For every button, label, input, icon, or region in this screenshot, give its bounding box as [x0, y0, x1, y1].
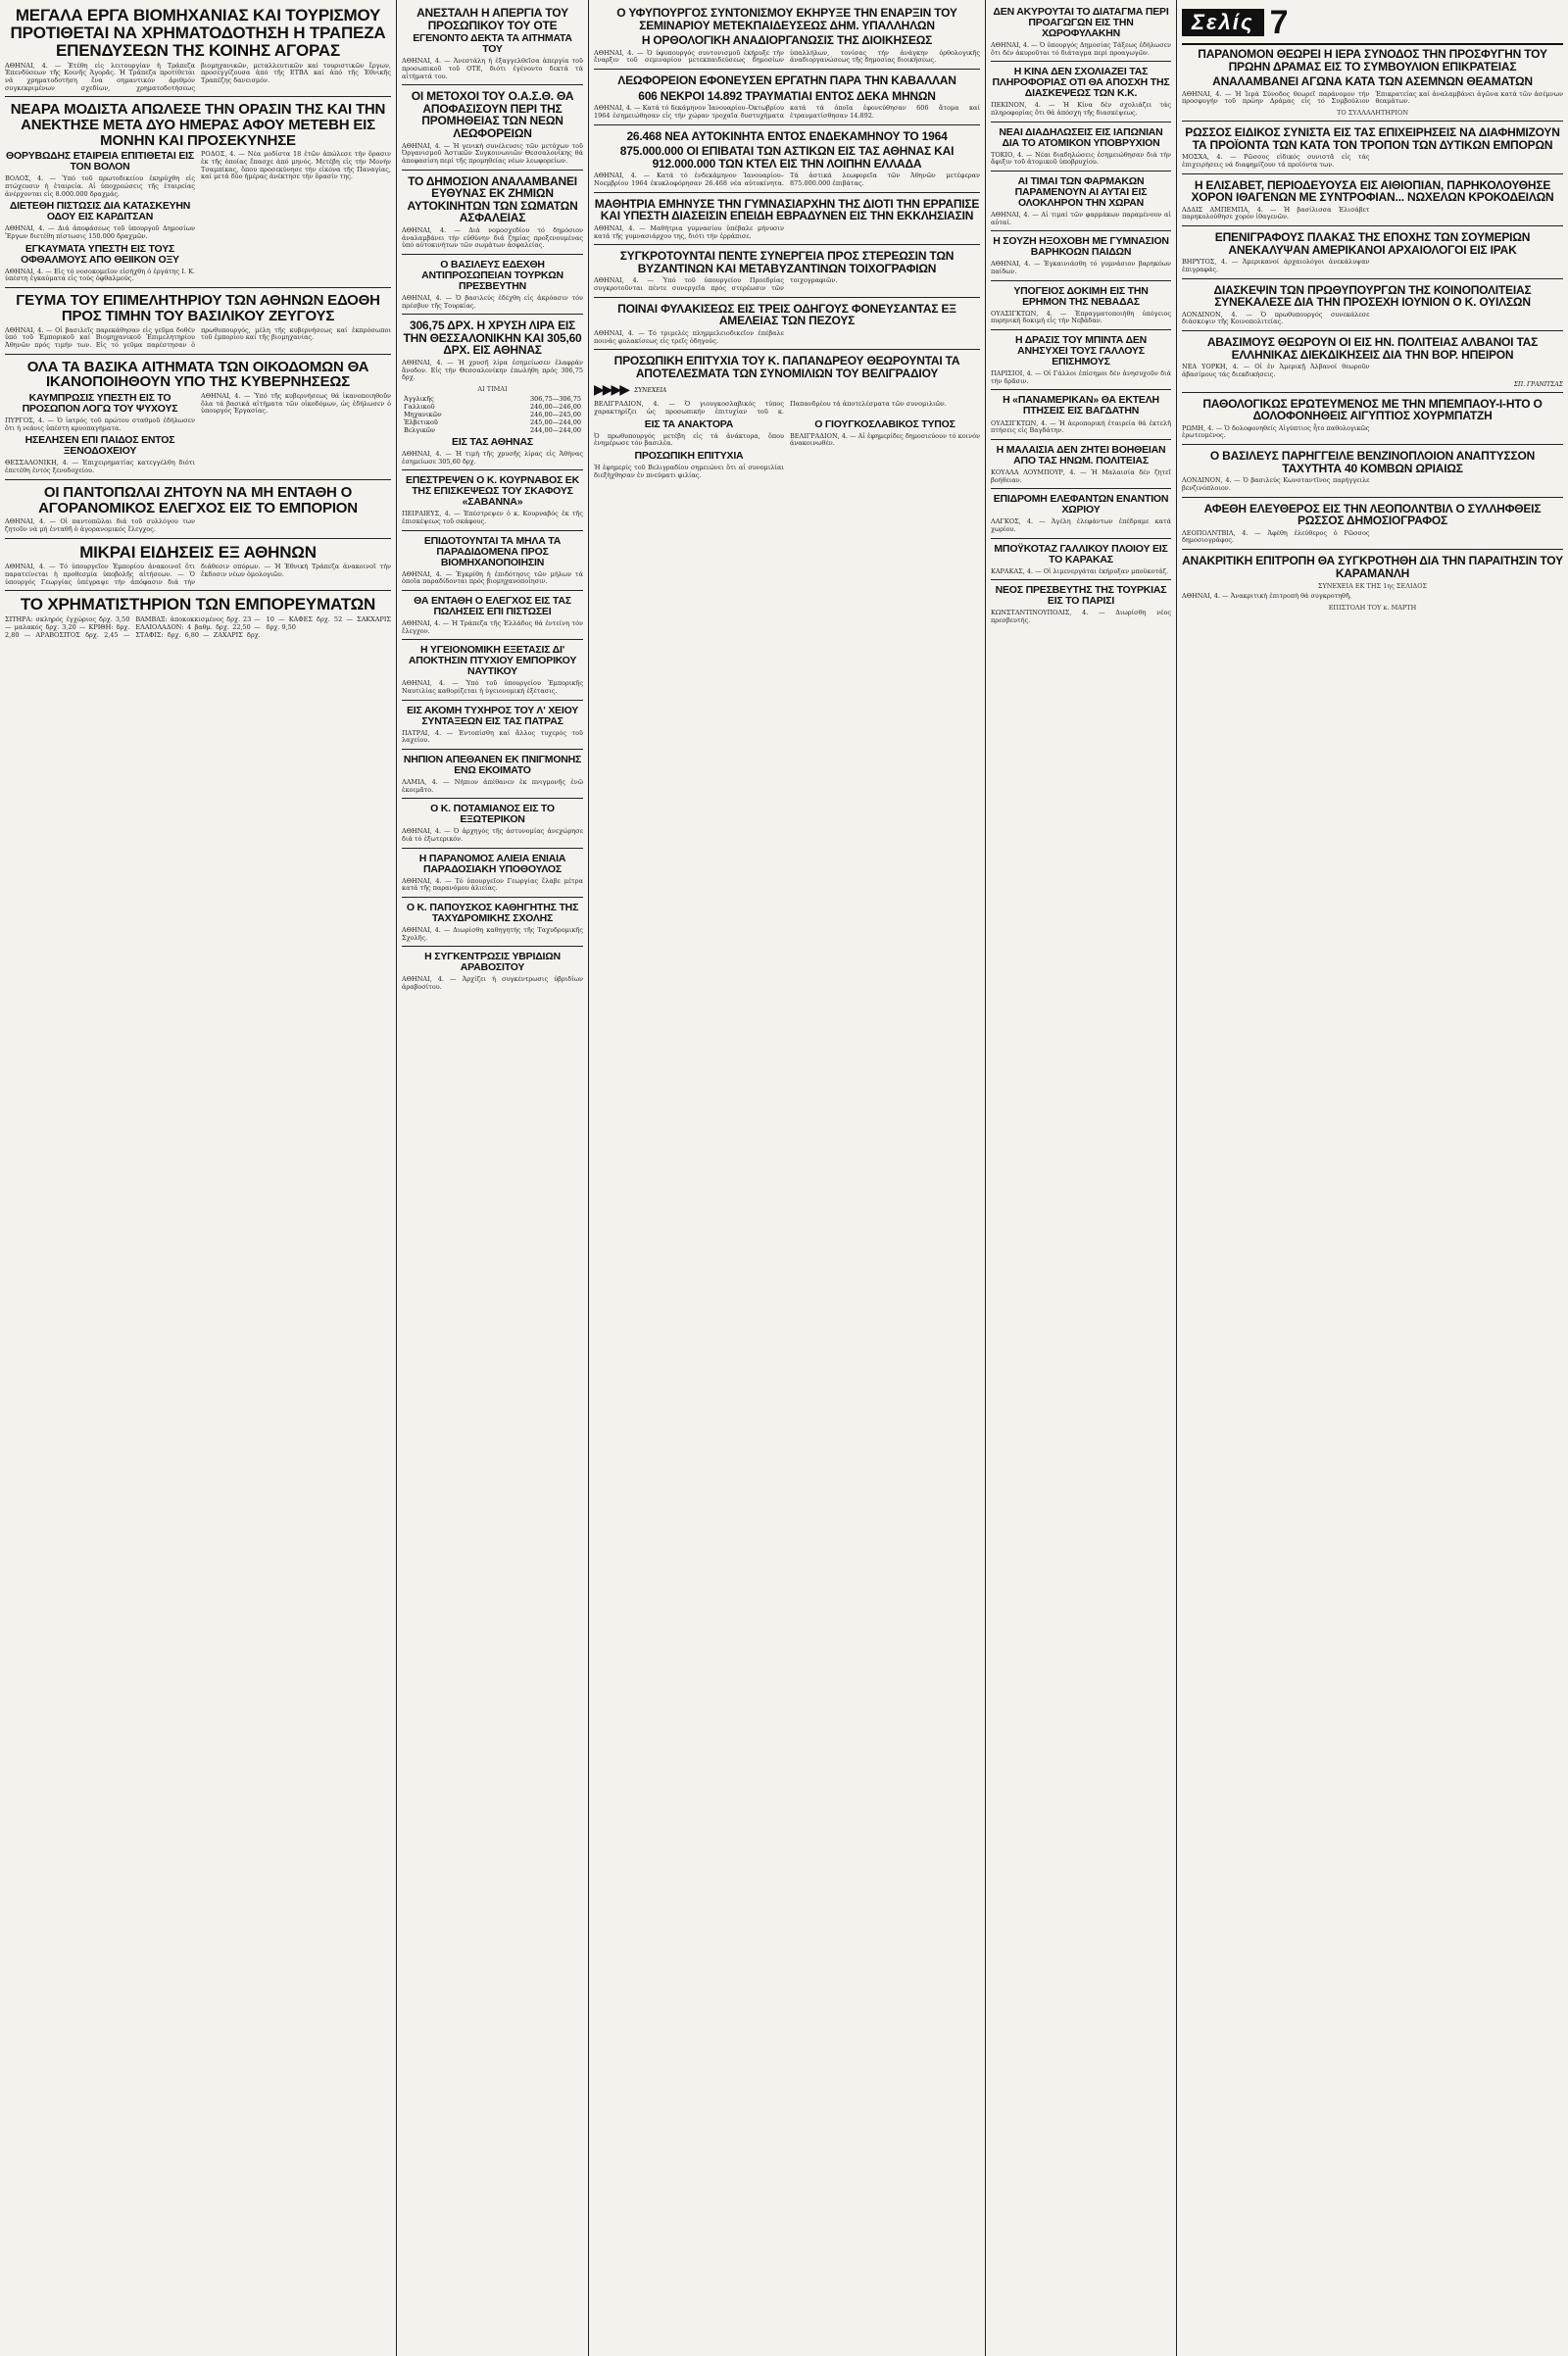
- article-deaf-school: [991, 233, 1171, 280]
- article-body: ΑΘΗΝΑΙ, 4. — Ἡ Ἱερά Σύνοδος θεωρεῖ παράνομον τήν προσφυγήν τοῦ πρώην Δράμας εἰς τό Συμβούλιον Ἐπικρατείας καί ἀναλαμβάνει ἀγῶνα κατά τῶν ἀσέμνων θεαμάτων.: [1182, 89, 1563, 106]
- article-chamber-dinner: [5, 290, 391, 354]
- headline: Ο Κ. ΠΑΠΟΥΣΚΟΣ ΚΑΘΗΓΗΤΗΣ ΤΗΣ ΤΑΧΥΔΡΟΜΙΚΗΣ ΣΧΟΛΗΣ: [406, 902, 579, 925]
- article-new-cars: [594, 127, 980, 193]
- article-body: ΑΔΔΙΣ ΑΜΠΕΜΠΑ, 4. — Ἡ βασίλισσα Ἐλισάβετ παρηκολούθησε χορόν ἰθαγενῶν.: [1182, 205, 1370, 221]
- article-egyptian-murder: [1182, 395, 1563, 446]
- column-5: [985, 0, 1177, 2356]
- table-cell: 306,75—306,75: [530, 394, 581, 403]
- headline: ΑΝΕΣΤΑΛΗ Η ΑΠΕΡΓΙΑ ΤΟΥ ΠΡΟΣΩΠΙΚΟΥ ΤΟΥ ΟΤΕ: [416, 6, 568, 32]
- headline: ΝΕΑΡΑ ΜΟΔΙΣΤΑ ΑΠΩΛΕΣΕ ΤΗΝ ΟΡΑΣΙΝ ΤΗΣ ΚΑΙ ΤΗΝ ΑΝΕΚΤΗΣΕ ΜΕΤΑ ΔΥΟ ΗΜΕΡΑΣ ΑΦΟΥ ΜΕΤΕΒΗ ΕΙΣ ΜΟΝΗΝ ΚΑΙ ΠΡΟΣΕΚΥΝΗΣΕ: [10, 101, 386, 149]
- byline: ΣΠ. ΓΡΑΝΙΤΣΑΣ: [1513, 380, 1563, 388]
- article-body: ΑΘΗΝΑΙ, 4. — Τό ὑπουργεῖον Γεωργίας ἔλαβε μέτρα κατά τῆς παρανόμου ἁλιείας.: [402, 876, 583, 893]
- headline: ΝΗΠΙΟΝ ΑΠΕΘΑΝΕΝ ΕΚ ΠΝΙΓΜΟΝΗΣ ΕΝΩ ΕΚΟΙΜΑΤΟ: [403, 754, 582, 777]
- headline: ΣΥΓΚΡΟΤΟΥΝΤΑΙ ΠΕΝΤΕ ΣΥΝΕΡΓΕΙΑ ΠΡΟΣ ΣΤΕΡΕΩΣΙΝ ΤΩΝ ΒΥΖΑΝΤΙΝΩΝ ΚΑΙ ΜΕΤΑΒΥΖΑΝΤΙΝΩΝ ΤΟΙΧΟΓΡΑΦΙΩΝ: [619, 249, 955, 275]
- article-postal-school: [402, 900, 583, 947]
- headline: ΑΝΑΚΡΙΤΙΚΗ ΕΠΙΤΡΟΠΗ ΘΑ ΣΥΓΚΡΟΤΗΘΗ ΔΙΑ ΤΗΝ ΠΑΡΑΙΤΗΣΙΝ ΤΟΥ ΚΑΡΑΜΑΝΛΗ: [1182, 554, 1563, 580]
- article-commodities-exchange: [5, 593, 391, 643]
- subheadline: 875.000.000 ΟΙ ΕΠΙΒΑΤΑΙ ΤΩΝ ΑΣΤΙΚΩΝ ΕΙΣ ΤΑΣ ΑΘΗΝΑΣ ΚΑΙ 912.000.000 ΤΩΝ ΚΤΕΛ ΕΙΣ ΤΗΝ ΛΟΙΠΗΝ ΕΛΛΑΔΑ: [619, 144, 955, 171]
- article-body: ΑΘΗΝΑΙ, 4. — Οἱ παντοπῶλαι διά τοῦ συλλόγου των ζητοῦν νά μή ἐνταθῆ ὁ ἀγορανομικός ἔλεγχος.: [5, 517, 195, 533]
- article-body: ΑΘΗΝΑΙ, 4. — Ἐγκαινιάσθη τό γυμνάσιον βαρηκόων παίδων.: [991, 260, 1171, 276]
- article-body: ΛΑΜΙΑ, 4. — Νήπιον ἀπέθανεν ἐκ πνιγμονῆς ἐνῶ ἐκοιμᾶτο.: [402, 778, 583, 794]
- article-body: ΑΘΗΝΑΙ, 4. — Κατά τό ἑνδεκάμηνον Ἰανουαρίου–Νοεμβρίου 1964 ἐκυκλοφόρησαν 26.468 νέα αὐτοκίνητα. Τά ἀστικά λεωφορεῖα τῶν Ἀθηνῶν μετέφεραν 875.000.000 ἐπιβάτας.: [594, 172, 980, 188]
- table-cell: 246,00—246,00: [530, 402, 581, 411]
- article-japan: [991, 124, 1171, 172]
- headline: Ο Κ. ΠΟΤΑΜΙΑΝΟΣ ΕΙΣ ΤΟ ΕΞΩΤΕΡΙΚΟΝ: [430, 803, 555, 826]
- article-oasth: [402, 87, 583, 170]
- continuation-arrows-icon: ▶▶▶▶: [594, 382, 629, 399]
- article-seamstress: [5, 99, 391, 288]
- article-gendarmerie: [991, 4, 1171, 62]
- article-body: Ὁ πρωθυπουργός μετέβη εἰς τά ἀνάκτορα, ὅπου ἐνημέρωσε τόν βασιλέα.: [594, 431, 784, 448]
- article-commonwealth: [1182, 281, 1563, 332]
- article-hybrid-corn: [402, 949, 583, 995]
- article-albanians: [1182, 333, 1563, 393]
- article-body: ΛΟΝΔΙΝΟΝ, 4. — Ὁ πρωθυπουργός συνεκάλεσε διάσκεψιν τῆς Κοινοπολιτείας.: [1182, 310, 1370, 326]
- article-lottery: [402, 703, 583, 750]
- table-cell: 244,00—244,00: [530, 425, 581, 434]
- headline: ΑΒΑΣΙΜΟΥΣ ΘΕΩΡΟΥΝ ΟΙ ΕΙΣ ΗΝ. ΠΟΛΙΤΕΙΑΣ ΑΛΒΑΝΟΙ ΤΑΣ ΕΛΛΗΝΙΚΑΣ ΔΙΕΚΔΙΚΗΣΕΙΣ ΔΙΑ ΤΗΝ ΒΟΡ. ΗΠΕΙΡΟΝ: [1206, 335, 1539, 362]
- article-body: ΒΕΛΙΓΡΑΔΙΟΝ, 4. — Ὁ γιουγκοσλαβικός τύπος χαρακτηρίζει ὡς προσωπικήν ἐπιτυχίαν τοῦ κ. Παπανδρέου τά ἀποτελέσματα τῶν συνομιλιῶν.: [594, 400, 947, 417]
- article-body: ΑΘΗΝΑΙ, 4. — Ὑπό τῆς κυβερνήσεως θά ἱκανοποιηθοῦν ὅλα τά βασικά αἰτήματα τῶν οἰκοδόμων, ὡς ἐδήλωσεν ὁ ὑπουργός Ἐργασίας.: [201, 392, 391, 416]
- section-subhead: ΤΟ ΣΥΛΛΑΛΗΤΗΡΙΟΝ: [1336, 109, 1409, 118]
- headline: 306,75 ΔΡΧ. Η ΧΡΥΣΗ ΛΙΡΑ ΕΙΣ ΤΗΝ ΘΕΣΣΑΛΟΝΙΚΗΝ ΚΑΙ 305,60 ΔΡΧ. ΕΙΣ ΑΘΗΝΑΣ: [403, 319, 582, 358]
- table-row: [402, 411, 583, 418]
- article-body: ΒΗΡΥΤΟΣ, 4. — Ἀμερικανοί ἀρχαιολόγοι ἀνεκάλυψαν ἐπιγραφάς.: [1182, 258, 1370, 273]
- article-body: ΒΟΛΟΣ, 4. — Ὑπό τοῦ πρωτοδικείου ἐκηρύχθη εἰς πτώχευσιν ἡ ἑταιρεία. Αἱ ὑποχρεώσεις τῆς ἑταιρείας ἀνέρχονται εἰς 8.000.000 δραχμάς.: [5, 174, 195, 198]
- article-karamanlis: [1182, 552, 1563, 615]
- section-label: Σελίς: [1182, 9, 1264, 36]
- article-medical-exam: [402, 642, 583, 700]
- headline: ΠΟΙΝΑΙ ΦΥΛΑΚΙΣΕΩΣ ΕΙΣ ΤΡΕΙΣ ΟΔΗΓΟΥΣ ΦΟΝΕΥΣΑΝΤΑΣ ΕΞ ΑΜΕΛΕΙΑΣ ΤΩΝ ΠΕΖΟΥΣ: [617, 301, 956, 328]
- article-body: ΟΥΑΣΙΓΚΤΩΝ, 4. — Ἡ ἀεροπορική ἑταιρεία θά ἐκτελῆ πτήσεις εἰς Βαγδάτην.: [991, 418, 1171, 435]
- table-cell: Μηχανικῶν: [404, 410, 442, 418]
- article-body: ΡΟΔΟΣ, 4. — Νέα μοδίστα 18 ἐτῶν ἀπώλεσε τήν ὅρασιν ἐκ τῆς ὁποίας ἔπασχε ἀπό μηνός. Μετέβη εἰς τήν Μονήν Τσαμπίκας, ὅπου προσεκύνησε τήν εἰκόνα τῆς Παναγίας, καί μετά δύο ἡμέρας ἀνέκτησε τήν ὅρασίν της.: [201, 150, 391, 181]
- subheadline: ΚΑΥΜΠΡΩΣΙΣ ΥΠΕΣΤΗ ΕΙΣ ΤΟ ΠΡΟΣΩΠΟΝ ΛΟΓΩ ΤΟΥ ΨΥΧΟΥΣ: [22, 392, 178, 416]
- article-body: ΠΕΙΡΑΙΕΥΣ, 4. — Ἐπέστρεψεν ὁ κ. Κουρναβός ἐκ τῆς ἐπισκέψεως τοῦ σκάφους.: [402, 510, 583, 526]
- table-row: [402, 395, 583, 403]
- article-investment-bank: [5, 4, 391, 97]
- article-body: ΑΘΗΝΑΙ, 4. — Ὑπό τοῦ ὑπουργείου Προεδρίας συγκροτοῦνται πέντε συνεργεῖα πρός στερέωσιν τῶν τοιχογραφιῶν.: [594, 276, 838, 293]
- subheadline: ΗΣΕΛΗΣΕΝ ΕΠΙ ΠΑΙΔΟΣ ΕΝΤΟΣ ΞΕΝΟΔΟΧΕΙΟΥ: [24, 434, 175, 458]
- page-masthead: [1182, 4, 1563, 45]
- headline: ΛΕΩΦΟΡΕΙΟΝ ΕΦΟΝΕΥΣΕΝ ΕΡΓΑΤΗΝ ΠΑΡΑ ΤΗΝ ΚΑΒΑΛΛΑΝ: [617, 74, 956, 88]
- table-cell: 245,00—244,00: [530, 417, 581, 426]
- subheadline: ΕΙΣ ΤΑ ΑΝΑΚΤΟΡΑ: [644, 417, 734, 430]
- article-russian-advertising: [1182, 123, 1563, 174]
- headline: Ο ΒΑΣΙΛΕΥΣ ΕΔΕΧΘΗ ΑΝΤΙΠΡΟΣΩΠΕΙΑΝ ΤΟΥΡΚΩΝ ΠΡΕΣΒΕΥΤΗΝ: [421, 258, 564, 292]
- article-drug-prices: [991, 173, 1171, 231]
- article-nevada-test: [991, 283, 1171, 330]
- article-malaysia: [991, 442, 1171, 489]
- headline: Η «ΠΑΝΑΜΕΡΙΚΑΝ» ΘΑ ΕΚΤΕΛΗ ΠΤΗΣΕΙΣ ΕΙΣ ΒΑΓΔΑΤΗΝ: [1003, 394, 1159, 417]
- subheadline: ΕΙΣ ΤΑΣ ΑΘΗΝΑΣ: [452, 435, 533, 448]
- table-cell: 246,00—245,00: [530, 410, 581, 418]
- article-body: ΚΩΝΣΤΑΝΤΙΝΟΥΠΟΛΙΣ, 4. — Διωρίσθη νέος πρεσβευτής.: [991, 609, 1171, 624]
- headline: ΥΠΟΓΕΙΟΣ ΔΟΚΙΜΗ ΕΙΣ ΤΗΝ ΕΡΗΜΟΝ ΤΗΣ ΝΕΒΑΔΑΣ: [1013, 284, 1149, 308]
- article-body: ΑΘΗΝΑΙ, 4. — Διωρίσθη καθηγητής τῆς Ταχυδρομικῆς Σχολῆς.: [402, 926, 583, 942]
- subheadline: ΔΙΕΤΕΘΗ ΠΙΣΤΩΣΙΣ ΔΙΑ ΚΑΤΑΣΚΕΥΗΝ ΟΔΟΥ ΕΙΣ ΚΑΡΔΙΤΣΑΝ: [9, 200, 191, 223]
- article-body: ΑΘΗΝΑΙ, 4. — Διά νομοσχεδίου τό δημόσιον ἀναλαμβάνει τήν εὐθύνην διά ζημίας προξενουμένας ὑπό αὐτοκινήτων τῶν σωμάτων ἀσφαλείας.: [402, 225, 583, 250]
- column-6: [1177, 0, 1568, 2356]
- headline: ΔΙΑΣΚΕΨΙΝ ΤΩΝ ΠΡΩΘΥΠΟΥΡΓΩΝ ΤΗΣ ΚΟΙΝΟΠΟΛΙΤΕΙΑΣ ΣΥΝΕΚΑΛΕΣΕ ΔΙΑ ΤΗΝ ΠΡΟΣΕΧΗ ΙΟΥΝΙΟΝ Ο Κ. ΟΥΙΛΣΩΝ: [1213, 282, 1532, 310]
- article-builders: [5, 357, 391, 480]
- article-body: ΑΘΗΝΑΙ, 4. — Ἀνακριτική ἐπιτροπή θά συγκροτηθῆ.: [1182, 592, 1351, 601]
- article-sumerian-tablets: [1182, 228, 1563, 279]
- article-body: ΑΘΗΝΑΙ, 4. — Αἱ τιμαί τῶν φαρμάκων παραμένουν αἱ αὐταί.: [991, 211, 1171, 226]
- headline: ΟΛΑ ΤΑ ΒΑΣΙΚΑ ΑΙΤΗΜΑΤΑ ΤΩΝ ΟΙΚΟΔΟΜΩΝ ΘΑ ΙΚΑΝΟΠΟΙΗΘΟΥΝ ΥΠΟ ΤΗΣ ΚΥΒΕΡΝΗΣΕΩΣ: [26, 358, 369, 391]
- continuation-label: ΣΥΝΕΧΕΙΑ ΕΚ ΤΗΣ 1ης ΣΕΛΙΔΟΣ: [1317, 582, 1428, 591]
- headline: ΓΕΥΜΑ ΤΟΥ ΕΠΙΜΕΛΗΤΗΡΙΟΥ ΤΩΝ ΑΘΗΝΩΝ ΕΔΟΘΗ ΠΡΟΣ ΤΙΜΗΝ ΤΟΥ ΒΑΣΙΛΙΚΟΥ ΖΕΥΓΟΥΣ: [16, 292, 380, 324]
- column-3-4: [589, 0, 985, 2356]
- table-row: [402, 403, 583, 411]
- article-body: ΟΥΑΣΙΓΚΤΩΝ, 4. — Ἐπραγματοποιήθη ὑπόγειος πυρηνική δοκιμή εἰς τήν Νεβάδαν.: [991, 309, 1171, 325]
- table-cell: Βελγικῶν: [404, 425, 436, 434]
- article-student-lawsuit: [594, 195, 980, 246]
- subheadline: Η ΟΡΘΟΛΟΓΙΚΗ ΑΝΑΔΙΟΡΓΑΝΩΣΙΣ ΤΗΣ ΔΙΟΙΚΗΣΕΩΣ: [641, 33, 933, 48]
- headline: 26.468 ΝΕΑ ΑΥΤΟΚΙΝΗΤΑ ΕΝΤΟΣ ΕΝΔΕΚΑΜΗΝΟΥ ΤΟ 1964: [626, 128, 948, 143]
- article-body: ΑΘΗΝΑΙ, 4. — Μαθήτρια γυμνασίου ὑπέβαλε μήνυσιν κατά τῆς γυμνασιάρχου της, διότι τήν ἐρράπισε.: [594, 223, 784, 240]
- article-infant: [402, 752, 583, 799]
- article-body: ΑΘΗΝΑΙ, 4. — Εἰς τό νοσοκομεῖον εἰσήχθη ὁ ἐργάτης Ι. Κ. ὑπέστη ἐγκαύματα εἰς τούς ὀφθαλμούς.: [5, 267, 195, 283]
- article-king-boat: [1182, 447, 1563, 498]
- article-body: ΑΘΗΝΑΙ, 4. — Κατά τό δεκάμηνον Ἰανουαρίου–Ὀκτωβρίου 1964 ἐσημειώθησαν εἰς τήν χώραν τροχαῖα δυστυχήματα κατά τά ὁποῖα ἐφονεύθησαν 606 ἄτομα καί ἐτραυματίσθησαν 14.892.: [594, 104, 980, 120]
- subheadline: ΑΝΑΛΑΜΒΑΝΕΙ ΑΓΩΝΑ ΚΑΤΑ ΤΩΝ ΑΣΕΜΝΩΝ ΘΕΑΜΑΤΩΝ: [1212, 74, 1533, 89]
- article-panamerican: [991, 392, 1171, 439]
- headline: Η ΚΙΝΑ ΔΕΝ ΣΧΟΛΙΑΖΕΙ ΤΑΣ ΠΛΗΡΟΦΟΡΙΑΣ ΟΤΙ ΘΑ ΑΠΟΣΧΗ ΤΗΣ ΔΙΑΣΚΕΨΕΩΣ ΤΩΝ Κ.Κ.: [992, 66, 1170, 100]
- headline: Η ΔΡΑΣΙΣ ΤΟΥ ΜΠΙΝΤΑ ΔΕΝ ΑΝΗΣΥΧΕΙ ΤΟΥΣ ΓΑΛΛΟΥΣ ΕΠΙΣΗΜΟΥΣ: [1014, 334, 1148, 368]
- headline: ΘΑ ΕΝΤΑΘΗ Ο ΕΛΕΓΧΟΣ ΕΙΣ ΤΑΣ ΠΩΛΗΣΕΙΣ ΕΠΙ ΠΙΣΤΩΣΕΙ: [414, 595, 571, 618]
- subheadline: ΕΓΕΝΟΝΤΟ ΔΕΚΤΑ ΤΑ ΑΙΤΗΜΑΤΑ ΤΟΥ: [413, 32, 572, 56]
- section-subhead: ΕΠΙΣΤΟΛΗ ΤΟΥ κ. ΜΑΡΤΗ: [1328, 603, 1417, 612]
- headline: ΕΠΕΝΙΓΡΑΦΟΥΣ ΠΛΑΚΑΣ ΤΗΣ ΕΠΟΧΗΣ ΤΩΝ ΣΟΥΜΕΡΙΩΝ ΑΝΕΚΑΛΥΨΑΝ ΑΜΕΡΙΚΑΝΟΙ ΑΡΧΑΙΟΛΟΓΟΙ ΕΙΣ ΙΡΑΚ: [1214, 230, 1531, 257]
- headline: Η ΠΑΡΑΝΟΜΟΣ ΑΛΙΕΙΑ ΕΝΙΑΙΑ ΠΑΡΑΔΟΣΙΑΚΗ ΥΠΟΘΟΥΛΟΣ: [418, 852, 566, 875]
- headline: ΡΩΣΣΟΣ ΕΙΔΙΚΟΣ ΣΥΝΙΣΤΑ ΕΙΣ ΤΑΣ ΕΠΙΧΕΙΡΗΣΕΙΣ ΝΑ ΔΙΑΦΗΜΙΖΟΥΝ ΤΑ ΠΡΟΪΟΝΤΑ ΤΩΝ ΚΑΤΑ ΤΟΝ ΤΡΟΠΟΝ ΤΩΝ ΔΥΤΙΚΩΝ ΕΜΠΟΡΩΝ: [1185, 125, 1560, 152]
- headline: Η ΣΟΥΖΗ ΗΞΟΧΟΒΗ ΜΕ ΓΥΜΝΑΣΙΟΝ ΒΑΡΗΚΟΩΝ ΠΑΙΔΩΝ: [993, 235, 1169, 259]
- article-body: ΑΘΗΝΑΙ, 4. — Ὑπό τοῦ ὑπουργείου Ἐμπορικῆς Ναυτιλίας καθορίζεται ἡ ὑγειονομική ἐξέτασις.: [402, 679, 583, 696]
- article-body: ΠΑΤΡΑΙ, 4. — Ἐντοπίσθη καί ἄλλος τυχερός τοῦ λαχείου.: [402, 728, 583, 745]
- table-cell: Ἀγγλικῆς: [404, 394, 434, 403]
- headline: ΝΕΟΣ ΠΡΕΣΒΕΥΤΗΣ ΤΗΣ ΤΟΥΡΚΙΑΣ ΕΙΣ ΤΟ ΠΑΡΙΣΙ: [995, 584, 1167, 608]
- article-king-ambassador: [402, 257, 583, 315]
- article-papandreou-belgrade: [594, 352, 980, 483]
- continuation-label: ΣΥΝΕΧΕΙΑ: [634, 386, 667, 394]
- headline: ΕΠΕΣΤΡΕΨΕΝ Ο Κ. ΚΟΥΡΝΑΒΟΣ ΕΚ ΤΗΣ ΕΠΙΣΚΕΨΕΩΣ ΤΟΥ ΣΚΑΦΟΥΣ «ΣΑΒΑΝΝΑ»: [406, 474, 579, 509]
- page-number: 7: [1269, 4, 1289, 41]
- article-body: ΘΕΣΣΑΛΟΝΙΚΗ, 4. — Ἐπιχειρηματίας κατεγγέλθη διότι ἐπετέθη ἐντός ξενοδοχείου.: [5, 459, 195, 475]
- headline: ΑΙ ΤΙΜΑΙ ΤΩΝ ΦΑΡΜΑΚΩΝ ΠΑΡΑΜΕΝΟΥΝ ΑΙ ΑΥΤΑΙ ΕΙΣ ΟΛΟΚΛΗΡΟΝ ΤΗΝ ΧΩΡΑΝ: [1014, 175, 1148, 210]
- article-turkish-ambassador: [991, 582, 1171, 628]
- headline: ΜΕΓΑΛΑ ΕΡΓΑ ΒΙΟΜΗΧΑΝΙΑΣ ΚΑΙ ΤΟΥΡΙΣΜΟΥ ΠΡΟΤΙΘΕΤΑΙ ΝΑ ΧΡΗΜΑΤΟΔΟΤΗΣΗ Η ΤΡΑΠΕΖΑ ΕΠΕΝΔΥΣΕΩΝ ΤΗΣ ΚΟΙΝΗΣ ΑΓΟΡΑΣ: [10, 6, 386, 60]
- headline: ΟΙ ΠΑΝΤΟΠΩΛΑΙ ΖΗΤΟΥΝ ΝΑ ΜΗ ΕΝΤΑΘΗ Ο ΑΓΟΡΑΝΟΜΙΚΟΣ ΕΛΕΓΧΟΣ ΕΙΣ ΤΟ ΕΜΠΟΡΙΟΝ: [38, 483, 358, 516]
- table-row: [402, 426, 583, 434]
- article-body: ΚΟΥΑΛΑ ΛΟΥΜΠΟΥΡ, 4. — Ἡ Μαλαισία δέν ζητεῖ βοήθειαν.: [991, 467, 1171, 484]
- subheadline: ΕΓΚΑΥΜΑΤΑ ΥΠΕΣΤΗ ΕΙΣ ΤΟΥΣ ΟΦΘΑΛΜΟΥΣ ΑΠΟ ΘΕΙΙΚΟΝ ΟΞΥ: [21, 242, 179, 266]
- article-body: ΑΘΗΝΑΙ, 4. — Ἡ χρυσῆ λίρα ἐσημείωσεν ἐλαφράν ἄνοδον. Εἰς τήν Θεσσαλονίκην ἐπωλήθη πρός 306,75 δρχ.: [402, 359, 583, 382]
- headline: ΜΙΚΡΑΙ ΕΙΔΗΣΕΙΣ ΕΞ ΑΘΗΝΩΝ: [79, 542, 317, 562]
- article-body: ΑΘΗΝΑΙ, 4. — Ὁ ἀρχηγός τῆς ἀστυνομίας ἀνεχώρησε διά τό ἐξωτερικόν.: [402, 827, 583, 844]
- article-body: ΑΘΗΝΑΙ, 4. — Τό τριμελές πλημμελειοδικεῖον ἐπέβαλε ποινάς φυλακίσεως εἰς τρεῖς ὁδηγούς.: [594, 328, 784, 345]
- article-body: ΑΘΗΝΑΙ, 4. — Ἡ τιμή τῆς χρυσῆς λίρας εἰς Ἀθήνας ἐσημείωσε 305,60 δρχ.: [402, 450, 583, 466]
- table-row: [402, 418, 583, 426]
- article-holy-synod: [1182, 45, 1563, 122]
- article-body: ΜΟΣΧΑ, 4. — Ρῶσσος εἰδικός συνιστᾶ εἰς τάς ἐπιχειρήσεις νά διαφημίζουν τά προϊόντα των.: [1182, 153, 1370, 169]
- article-body: ΛΕΟΠΟΛΝΤΒΙΛ, 4. — Ἀφέθη ἐλεύθερος ὁ Ρῶσσος δημοσιογράφος.: [1182, 528, 1370, 545]
- table-cell: Ἐλβετικοῦ: [404, 417, 438, 426]
- headline: ΝΕΑΙ ΔΙΑΔΗΛΩΣΕΙΣ ΕΙΣ ΙΑΠΩΝΙΑΝ ΔΙΑ ΤΟ ΑΤΟΜΙΚΟΝ ΥΠΟΒΡΥΧΙΟΝ: [999, 125, 1163, 149]
- column-2: [397, 0, 589, 2356]
- headline: ΕΙΣ ΑΚΟΜΗ ΤΥΧΗΡΟΣ ΤΟΥ Λ' ΧΕΙΟΥ ΣΥΝΤΑΞΕΩΝ ΕΙΣ ΤΑΣ ΠΑΤΡΑΣ: [406, 704, 579, 727]
- article-body: ΡΩΜΗ, 4. — Ὁ δολοφονηθείς Αἰγύπτιος ἦτο παθολογικῶς ἐρωτευμένος.: [1182, 423, 1370, 440]
- subheadline: Ο ΓΙΟΥΓΚΟΣΛΑΒΙΚΟΣ ΤΥΠΟΣ: [814, 417, 956, 430]
- article-body: ΑΘΗΝΑΙ, 4. — Ὁ ὑφυπουργός συντονισμοῦ ἐκήρυξε τήν ἔναρξιν τοῦ σεμιναρίου μετεκπαιδεύσεως δημοσίων ὑπαλλήλων, τονίσας τήν ἀνάγκην ὀρθολογικῆς ἀναδιοργανώσεως τῆς δημοσίας διοικήσεως.: [594, 48, 980, 65]
- gold-price-table: [402, 395, 583, 434]
- headline: ΔΕΝ ΑΚΥΡΟΥΤΑΙ ΤΟ ΔΙΑΤΑΓΜΑ ΠΕΡΙ ΠΡΟΑΓΩΓΩΝ ΕΙΣ ΤΗΝ ΧΩΡΟΦΥΛΑΚΗΝ: [993, 6, 1169, 40]
- article-body: ΑΘΗΝΑΙ, 4. — Οἱ βασιλεῖς παρεκάθησαν εἰς γεῦμα δοθέν ὑπό τοῦ Ἐμπορικοῦ καί Βιομηχανικοῦ Ἐπιμελητηρίου Ἀθηνῶν πρός τιμήν των. Εἰς τό γεῦμα παρέστησαν ὁ πρωθυπουργός, μέλη τῆς κυβερνήσεως καί ἐκπρόσωποι τοῦ ἐμπορίου καί τῆς βιομηχανίας.: [5, 325, 391, 349]
- headline: Η ΣΥΓΚΕΝΤΡΩΣΙΣ ΥΒΡΙΔΙΩΝ ΑΡΑΒΟΣΙΤΟΥ: [424, 951, 561, 974]
- headline: Ο ΥΦΥΠΟΥΡΓΟΣ ΣΥΝΤΟΝΙΣΜΟΥ ΕΚΗΡΥΞΕ ΤΗΝ ΕΝΑΡΞΙΝ ΤΟΥ ΣΕΜΙΝΑΡΙΟΥ ΜΕΤΕΚΠΑΙΔΕΥΣΕΩΣ ΔΗΜ. ΥΠΑΛΛΗΛΩΝ: [616, 6, 957, 32]
- article-gold-sovereign: [402, 317, 583, 470]
- article-potamianos: [402, 801, 583, 848]
- article-body: ΑΘΗΝΑΙ, 4. — Ἡ Τράπεζα τῆς Ἑλλάδος θά ἐντείνη τόν ἔλεγχον.: [402, 619, 583, 635]
- headline: ΑΦΕΘΗ ΕΛΕΥΘΕΡΟΣ ΕΙΣ ΤΗΝ ΛΕΟΠΟΛΝΤΒΙΛ Ο ΣΥΛΛΗΦΘΕΙΣ ΡΩΣΣΟΣ ΔΗΜΟΣΙΟΓΡΑΦΟΣ: [1203, 501, 1542, 528]
- article-body: ΑΘΗΝΑΙ, 4. — Διά ἀποφάσεως τοῦ ὑπουργοῦ Δημοσίων Ἔργων διετέθη πίστωσις 150.000 δραχμῶν.: [5, 224, 195, 241]
- article-body: ΑΘΗΝΑΙ, 4. — Ἡ γενική συνέλευσις τῶν μετόχων τοῦ Ὀργανισμοῦ Ἀστικῶν Συγκοινωνιῶν Θεσσαλονίκης θά ἀποφασίση περί τῆς προμηθείας νέων λεωφορείων.: [402, 141, 583, 165]
- headline: Η ΥΓΕΙΟΝΟΜΙΚΗ ΕΞΕΤΑΣΙΣ ΔΙ' ΑΠΟΚΤΗΣΙΝ ΠΤΥΧΙΟΥ ΕΜΠΟΡΙΚΟΥ ΝΑΥΤΙΚΟΥ: [408, 644, 577, 678]
- headline: Ο ΒΑΣΙΛΕΥΣ ΠΑΡΗΓΓΕΙΛΕ ΒΕΝΖΙΝΟΠΛΟΙΟΝ ΑΝΑΠΤΥΣΣΟΝ ΤΑΧΥΤΗΤΑ 40 ΚΟΜΒΩΝ ΩΡΙΑΙΩΣ: [1209, 449, 1536, 475]
- article-body: ΠΥΡΓΟΣ, 4. — Ὁ ἰατρός τοῦ πρώτου σταθμοῦ ἐδήλωσεν ὅτι ἡ νεάνις ὑπέστη κρυοπαγήματα.: [5, 417, 195, 432]
- article-drivers-sentenced: [594, 300, 980, 351]
- article-body: ΤΟΚΙΟ, 4. — Νέαι διαδηλώσεις ἐσημειώθησαν διά τήν ἄφιξιν τοῦ ἀτομικοῦ ὑποβρυχίου.: [991, 150, 1171, 167]
- headline: ΤΟ ΧΡΗΜΑΤΙΣΤΗΡΙΟΝ ΤΩΝ ΕΜΠΟΡΕΥΜΑΤΩΝ: [20, 595, 376, 614]
- article-kournavos: [402, 472, 583, 530]
- article-body: ΑΘΗΝΑΙ, 4. — Ὁ ὑπουργός Δημοσίας Τάξεως ἐδήλωσεν ὅτι δέν ἀκυροῦται τό διάταγμα περί προαγωγῶν.: [991, 41, 1171, 57]
- headline: ΕΠΙΔΟΤΟΥΝΤΑΙ ΤΑ ΜΗΛΑ ΤΑ ΠΑΡΑΔΙΔΟΜΕΝΑ ΠΡΟΣ ΒΙΟΜΗΧΑΝΟΠΟΙΗΣΙΝ: [423, 534, 562, 568]
- article-seminar: [594, 4, 980, 70]
- article-body: ΑΘΗΝΑΙ, 4. — Ἀρχίζει ἡ συγκέντρωσις ὑβριδίων ἀραβοσίτου.: [402, 975, 583, 992]
- article-elephants: [991, 491, 1171, 538]
- article-body: ΑΘΗΝΑΙ, 4. — Ἐγκρίθη ἡ ἐπιδότησις τῶν μήλων τά ὁποῖα παραδίδονται πρός βιομηχανοποίησιν.: [402, 569, 583, 586]
- article-apples: [402, 533, 583, 591]
- article-body: Ἡ ἐφημερίς τοῦ Βελιγραδίου σημειώνει ὅτι αἱ συνομιλίαι διεξήχθησαν ἐν πνεύματι φιλίας.: [594, 464, 784, 479]
- headline: ΠΑΡΑΝΟΜΟΝ ΘΕΩΡΕΙ Η ΙΕΡΑ ΣΥΝΟΔΟΣ ΤΗΝ ΠΡΟΣΦΥΓΗΝ ΤΟΥ ΠΡΩΗΝ ΔΡΑΜΑΣ ΕΙΣ ΤΟ ΣΥΜΒΟΥΛΙΟΝ ΕΠΙΚΡΑΤΕΙΑΣ: [1198, 47, 1547, 74]
- article-boycott: [991, 541, 1171, 581]
- article-body: ΑΘΗΝΑΙ, 4. — Τό ὑπουργεῖον Ἐμπορίου ἀνακοινοῖ ὅτι παρατείνεται ἡ προθεσμία ὑποβολῆς αἰτήσεων. — Ὁ ὑπουργός Γεωργίας ὑπέγραψε τήν ἀπόφασιν διά τήν διάθεσιν σπόρων. — Ἡ Ἐθνική Τράπεζα ἀνακοινοῖ τήν ἔκδοσιν νέων ὁμολογιῶν.: [5, 563, 391, 586]
- article-frescoes: [594, 247, 980, 298]
- article-illegal-fishing: [402, 851, 583, 898]
- article-body: ΛΑΓΚΟΣ, 4. — Ἀγέλη ἐλεφάντων ἐπέδραμε κατά χωρίου.: [991, 517, 1171, 533]
- headline: ΜΠΟΫΚΟΤΑΖ ΓΑΛΛΙΚΟΥ ΠΛΟΙΟΥ ΕΙΣ ΤΟ ΚΑΡΑΚΑΣ: [994, 542, 1168, 565]
- subheadline: 606 ΝΕΚΡΟΙ 14.892 ΤΡΑΥΜΑΤΙΑΙ ΕΝΤΟΣ ΔΕΚΑ ΜΗΝΩΝ: [638, 88, 936, 103]
- subheadline: ΠΡΟΣΩΠΙΚΗ ΕΠΙΤΥΧΙΑ: [634, 450, 744, 463]
- article-body: ΑΘΗΝΑΙ, 4. — Ἀνεστάλη ἡ ἐξαγγελθεῖσα ἀπεργία τοῦ προσωπικοῦ τοῦ ΟΤΕ, διότι ἐγένοντο δεκτά τά αἰτήματά του.: [402, 57, 583, 80]
- article-body: ΠΕΚΙΝΟΝ, 4. — Ἡ Κίνα δέν σχολιάζει τάς πληροφορίας ὅτι θά ἀπόσχη τῆς διασκέψεως.: [991, 101, 1171, 118]
- headline: ΠΑΘΟΛΟΓΙΚΩΣ ΕΡΩΤΕΥΜΕΝΟΣ ΜΕ ΤΗΝ ΜΠΕΜΠΑΟΥ-Ι-ΗΤΟ Ο ΔΟΛΟΦΟΝΗΘΕΙΣ ΑΙΓΥΠΤΙΟΣ ΧΟΥΡΜΠΑΤΖΗ: [1202, 396, 1543, 423]
- article-grocers: [5, 482, 391, 539]
- headline: ΜΑΘΗΤΡΙΑ ΕΜΗΝΥΣΕ ΤΗΝ ΓΥΜΝΑΣΙΑΡΧΗΝ ΤΗΣ ΔΙΟΤΙ ΤΗΝ ΕΡΡΑΠΙΣΕ ΚΑΙ ΥΠΕΣΤΗ ΔΙΑΣΕΙΣΙΝ ΕΠΕΙΔΗ ΕΒΡΑΔΥΝΕΝ ΕΙΣ ΤΗΝ ΕΚΚΛΗΣΙΑΣΙΝ: [594, 196, 980, 223]
- headline: Η ΕΛΙΣΑΒΕΤ, ΠΕΡΙΟΔΕΥΟΥΣΑ ΕΙΣ ΑΙΘΙΟΠΙΑΝ, ΠΑΡΗΚΟΛΟΥΘΗΣΕ ΧΟΡΟΝ ΙΘΑΓΕΝΩΝ ΜΕ ΣΥΝΤΡΟΦΙΑΝ... ΝΩΧΕΛΩΝ ΚΡΟΚΟΔΕΙΛΩΝ: [1191, 177, 1554, 205]
- headline: Η ΜΑΛΑΙΣΙΑ ΔΕΝ ΖΗΤΕΙ ΒΟΗΘΕΙΑΝ ΑΠΟ ΤΑΣ ΗΝΩΜ. ΠΟΛΙΤΕΙΑΣ: [996, 443, 1166, 466]
- article-ote-strike: [402, 4, 583, 85]
- article-body: ΚΑΡΑΚΑΣ, 4. — Οἱ λιμενεργάται ἐκήρυξαν μποϋκοτάζ.: [991, 566, 1169, 575]
- table-title: ΑΙ ΤΙΜΑΙ: [477, 384, 508, 393]
- article-china: [991, 64, 1171, 122]
- article-body: ΑΘΗΝΑΙ, 4. — Ἐτέθη εἰς λειτουργίαν ἡ Τράπεζα Ἐπενδύσεων τῆς Κοινῆς Ἀγορᾶς. Ἡ Τράπεζα προτίθεται νά χρηματοδοτήση ἕνα σημαντικόν ἀριθμόν συγκεκριμένων σχεδίων, χρηματοδοτήσεως βιομηχανικῶν, μεταλλευτικῶν καί τουριστικῶν ἔργων, προσεγγίζουσα ἀπό τῆς ΕΤΒΑ καί ἀπό τῆς Ἐθνικῆς Τραπέζης δανεισμόν.: [5, 61, 391, 92]
- headline: ΕΠΙΔΡΟΜΗ ΕΛΕΦΑΝΤΩΝ ΕΝΑΝΤΙΟΝ ΧΩΡΙΟΥ: [993, 493, 1169, 516]
- table-cell: Γαλλικοῦ: [404, 402, 435, 411]
- headline: ΠΡΟΣΩΠΙΚΗ ΕΠΙΤΥΧΙΑ ΤΟΥ Κ. ΠΑΠΑΝΔΡΕΟΥ ΘΕΩΡΟΥΝΤΑΙ ΤΑ ΑΠΟΤΕΛΕΣΜΑΤΑ ΤΩΝ ΣΥΝΟΜΙΛΙΩΝ ΤΟΥ ΒΕΛΙΓΡΑΔΙΟΥ: [613, 354, 960, 380]
- column-1: [0, 0, 397, 2356]
- subheadline: ΘΟΡΥΒΩΔΗΣ ΕΤΑΙΡΕΙΑ ΕΠΙΤΙΘΕΤΑΙ ΕΙΣ ΤΟΝ ΒΟΛΟΝ: [6, 150, 194, 173]
- article-small-news: [5, 541, 391, 592]
- article-body: ΠΑΡΙΣΙΟΙ, 4. — Οἱ Γάλλοι ἐπίσημοι δέν ἀνησυχοῦν διά τήν δρᾶσιν.: [991, 369, 1171, 385]
- article-state-liability: [402, 172, 583, 255]
- article-body: ΣΙΤΗΡΑ: σκληρός ἐγχώριος δρχ. 3,50 — μαλακός δρχ. 3,20 — ΚΡΙΘΗ: δρχ. 2,80 — ΑΡΑΒΟΣΙΤΟΣ δρχ. 2,45 — ΒΑΜΒΑΞ: ἀποκοκκισμένος δρχ. 23 — ΕΛΑΙΟΛΑΔΟΝ: 4 βαθμ. δρχ. 22,50 — ΣΤΑΦΙΣ: δρχ. 6,80 — ΖΑΧΑΡΙΣ δρχ. 10 — ΚΑΦΕΣ δρχ. 52 — ΣΑΚΧΑΡΙΣ δρχ. 9,50: [5, 615, 391, 639]
- headline: ΤΟ ΔΗΜΟΣΙΟΝ ΑΝΑΛΑΜΒΑΝΕΙ ΕΥΘΥΝΑΣ ΕΚ ΖΗΜΙΩΝ ΑΥΤΟΚΙΝΗΤΩΝ ΤΩΝ ΣΩΜΑΤΩΝ ΑΣΦΑΛΕΙΑΣ: [407, 173, 578, 225]
- article-body: ΝΕΑ ΥΟΡΚΗ, 4. — Οἱ ἐν Ἀμερικῇ Ἀλβανοί θεωροῦν ἀβασίμους τάς διεκδικήσεις.: [1182, 363, 1370, 378]
- article-french-officials: [991, 332, 1171, 390]
- article-body: ΒΕΛΙΓΡΑΔΙΟΝ, 4. — Αἱ ἐφημερίδες δημοσιεύουν τό κοινόν ἀνακοινωθέν.: [790, 431, 980, 448]
- article-elizabeth-ethiopia: [1182, 176, 1563, 227]
- article-traffic-deaths: [594, 72, 980, 125]
- article-body: ΑΘΗΝΑΙ, 4. — Ὁ βασιλεύς ἐδέχθη εἰς ἀκρόασιν τόν πρέσβυν τῆς Τουρκίας.: [402, 293, 583, 310]
- headline: ΟΙ ΜΕΤΟΧΟΙ ΤΟΥ Ο.Α.Σ.Θ. ΘΑ ΑΠΟΦΑΣΙΣΟΥΝ ΠΕΡΙ ΤΗΣ ΠΡΟΜΗΘΕΙΑΣ ΤΩΝ ΝΕΩΝ ΛΕΩΦΟΡΕΙΩΝ: [411, 89, 574, 140]
- article-body: ΛΟΝΔΙΝΟΝ, 4. — Ὁ βασιλεύς Κωνσταντῖνος παρήγγειλε βενζινόπλοιον.: [1182, 476, 1370, 492]
- article-credit-sales: [402, 593, 583, 640]
- article-leopoldville: [1182, 500, 1563, 551]
